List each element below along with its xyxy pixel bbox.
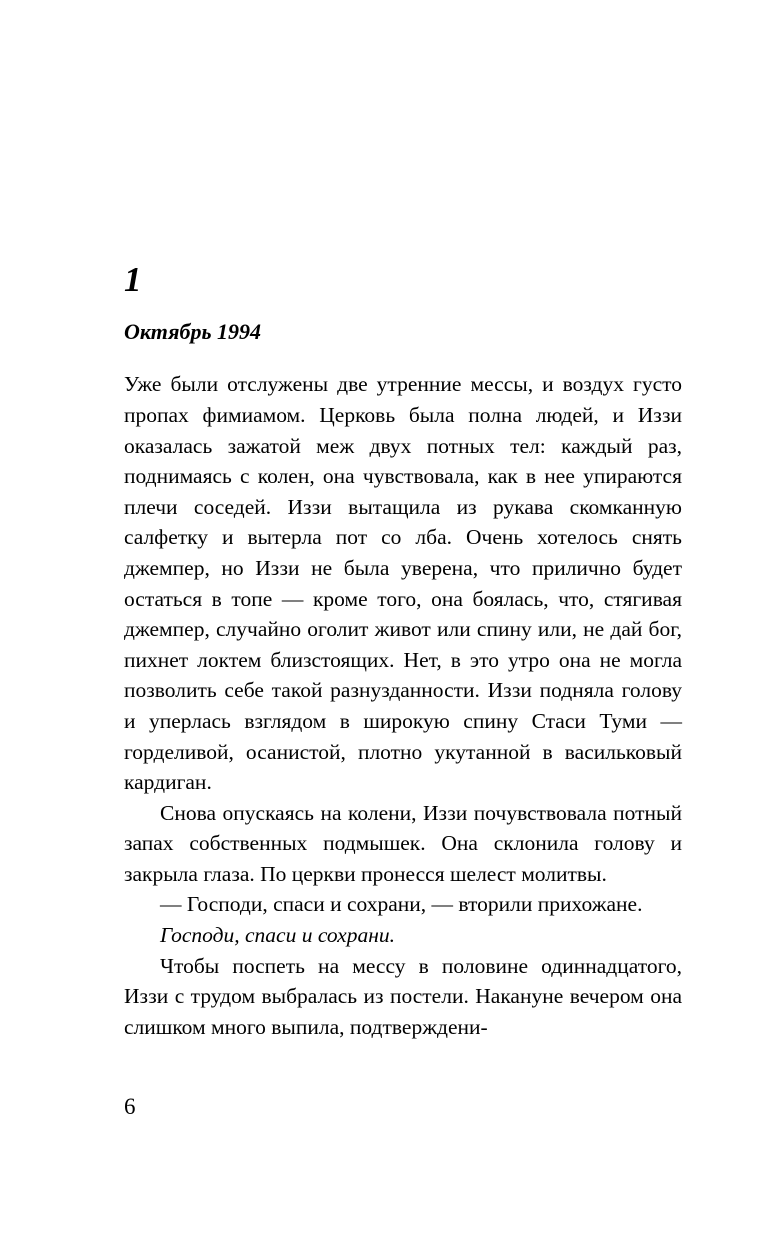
paragraph-5: Чтобы поспеть на мессу в половине одиннадцатого, Иззи с трудом выбралась из постели. Накануне вечером она слишком много выпила, подтверждени-	[124, 953, 682, 1039]
paragraph-1: Уже были отслужены две утренние мессы, и воздух густо пропах фимиамом. Церковь была полна людей, и Иззи оказалась зажатой меж двух потных тел: каждый раз, поднимаясь с колен, она чувствовала, как в нее упираются плечи соседей. Иззи вытащила из рукава скомканную салфетку и вытерла пот со лба. Очень хотелось снять джемпер, но Иззи не была уверена, что прилично будет остаться в топе — кроме того, она боялась, что, стягивая джемпер, случайно оголит живот или спину или, не дай бог, пихнет локтем близстоящих. Нет, в это утро она не могла позволить себе такой разнузданности. Иззи подняла голову и уперлась взглядом в широкую спину Стаси Туми — горделивой, осанистой, плотно укутанной в васильковый кардиган.	[124, 372, 682, 795]
chapter-date-line: Октябрь 1994	[124, 319, 261, 344]
chapter-number: 1	[124, 260, 142, 299]
paragraph-2: Снова опускаясь на колени, Иззи почувствовала потный запах собственных подмышек. Она склонила голову и закрыла глаза. По церкви пронесся шелест молитвы.	[124, 800, 682, 886]
paragraph-4: Господи, спаси и сохрани.	[160, 923, 395, 948]
page-text-block	[124, 262, 682, 1042]
page-number: 6	[124, 1094, 136, 1119]
paragraph-3: — Господи, спаси и сохрани, — вторили прихожане.	[160, 892, 643, 917]
